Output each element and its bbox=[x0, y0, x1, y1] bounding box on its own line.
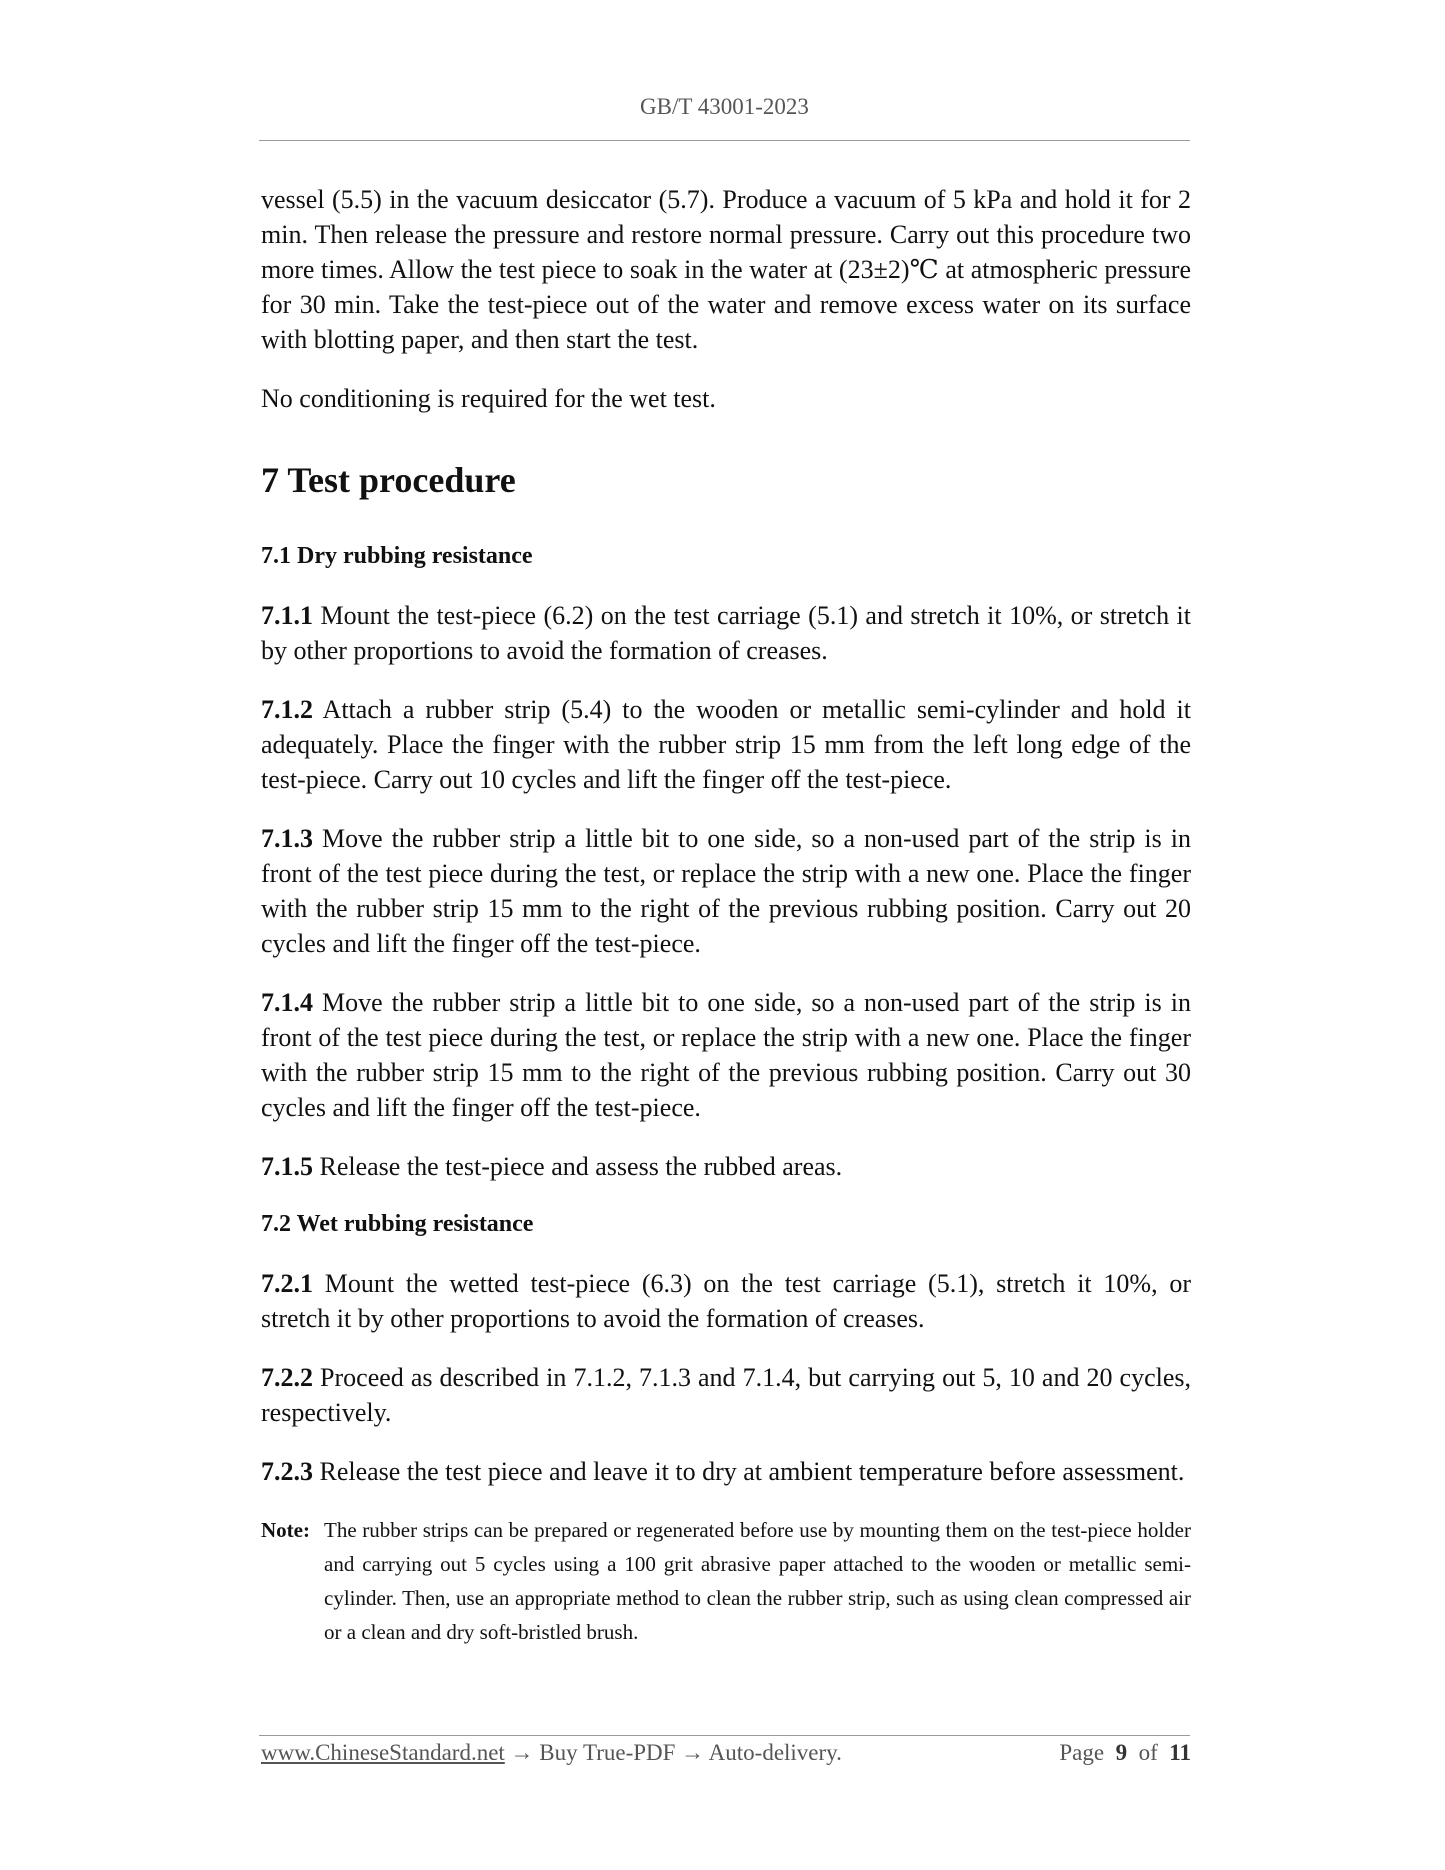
clause-text: Move the rubber strip a little bit to one side, so a non-used part of the strip is in front of the test piece during the test, or replace the strip with a new one. Place the finger with the rubber strip 15 mm to the right of the previous rubbing position. Carry out 30 cycles and lift the finger off the test-piece. bbox=[261, 988, 1191, 1122]
clause-7-1-3 bbox=[261, 821, 1191, 961]
page-word: Page bbox=[1059, 1740, 1105, 1765]
page-number: 9 bbox=[1115, 1740, 1128, 1765]
footer-tagline: → Buy True-PDF → Auto-delivery. bbox=[504, 1740, 842, 1765]
clause-text: Proceed as described in 7.1.2, 7.1.3 and 7.1.4, but carrying out 5, 10 and 20 cycles, respectively. bbox=[261, 1363, 1191, 1427]
subsection-heading-wet-rubbing: 7.2 Wet rubbing resistance bbox=[261, 1211, 534, 1237]
clause-7-1-5 bbox=[261, 1149, 1191, 1184]
of-word: of bbox=[1138, 1740, 1158, 1765]
clause-number: 7.2.3 bbox=[261, 1457, 313, 1486]
subsection-heading-dry-rubbing: 7.1 Dry rubbing resistance bbox=[261, 543, 533, 569]
clause-number: 7.1.3 bbox=[261, 824, 313, 853]
clause-7-1-1 bbox=[261, 598, 1191, 668]
section-heading-test-procedure: 7 Test procedure bbox=[261, 460, 516, 500]
clause-7-2-1 bbox=[261, 1266, 1191, 1336]
clause-7-1-4 bbox=[261, 985, 1191, 1125]
clause-number: 7.2.1 bbox=[261, 1269, 313, 1298]
note-block bbox=[261, 1513, 1191, 1649]
footer-left bbox=[261, 1738, 842, 1768]
intro-paragraph: vessel (5.5) in the vacuum desiccator (5.7). Produce a vacuum of 5 kPa and hold it for 2 min. Then release the pressure and restore normal pressure. Carry out this procedure two more times. Allow the test piece to soak in the water at (23±2)℃ at atmospheric pressure for 30 min. Take the test-piece out of the water and remove excess water on its surface with blotting paper, and then start the test. bbox=[261, 185, 1191, 354]
header-divider bbox=[259, 140, 1190, 141]
clause-number: 7.1.2 bbox=[261, 695, 313, 724]
clause-number: 7.1.4 bbox=[261, 988, 313, 1017]
clause-text: Release the test-piece and assess the rubbed areas. bbox=[313, 1152, 843, 1181]
clause-7-1-2 bbox=[261, 692, 1191, 797]
clause-text: Mount the test-piece (6.2) on the test carriage (5.1) and stretch it 10%, or stretch it by other proportions to avoid the formation of creases. bbox=[261, 601, 1191, 665]
clause-number: 7.1.5 bbox=[261, 1152, 313, 1181]
clause-7-2-2 bbox=[261, 1360, 1191, 1430]
page-indicator bbox=[1059, 1738, 1191, 1768]
clause-number: 7.2.2 bbox=[261, 1363, 313, 1392]
page-header: GB/T 43001-2023 bbox=[640, 94, 809, 119]
page-total: 11 bbox=[1169, 1740, 1191, 1765]
clause-7-2-3 bbox=[261, 1454, 1191, 1489]
page-footer bbox=[261, 1738, 1191, 1768]
clause-number: 7.1.1 bbox=[261, 601, 313, 630]
site-link[interactable]: www.ChineseStandard.net bbox=[261, 1740, 505, 1765]
clause-text: Attach a rubber strip (5.4) to the wooden or metallic semi-cylinder and hold it adequately. Place the finger with the rubber strip 15 mm from the left long edge of the test-piece. Carry out 10 cycles and lift the finger off the test-piece. bbox=[261, 695, 1191, 794]
clause-text: Mount the wetted test-piece (6.3) on the test carriage (5.1), stretch it 10%, or stretch it by other proportions to avoid the formation of creases. bbox=[261, 1269, 1191, 1333]
note-text: The rubber strips can be prepared or regenerated before use by mounting them on the test-piece holder and carrying out 5 cycles using a 100 grit abrasive paper attached to the wooden or metallic semi-cylinder. Then, use an appropriate method to clean the rubber strip, such as using clean compressed air or a clean and dry soft-bristled brush. bbox=[324, 1518, 1191, 1644]
clause-text: Release the test piece and leave it to dry at ambient temperature before assessment. bbox=[313, 1457, 1185, 1486]
clause-text: Move the rubber strip a little bit to one side, so a non-used part of the strip is in front of the test piece during the test, or replace the strip with a new one. Place the finger with the rubber strip 15 mm to the right of the previous rubbing position. Carry out 20 cycles and lift the finger off the test-piece. bbox=[261, 824, 1191, 958]
footer-divider bbox=[259, 1735, 1190, 1736]
note-label: Note: bbox=[261, 1518, 310, 1542]
page-content bbox=[261, 182, 1191, 1649]
wet-test-conditioning-note: No conditioning is required for the wet test. bbox=[261, 384, 716, 413]
